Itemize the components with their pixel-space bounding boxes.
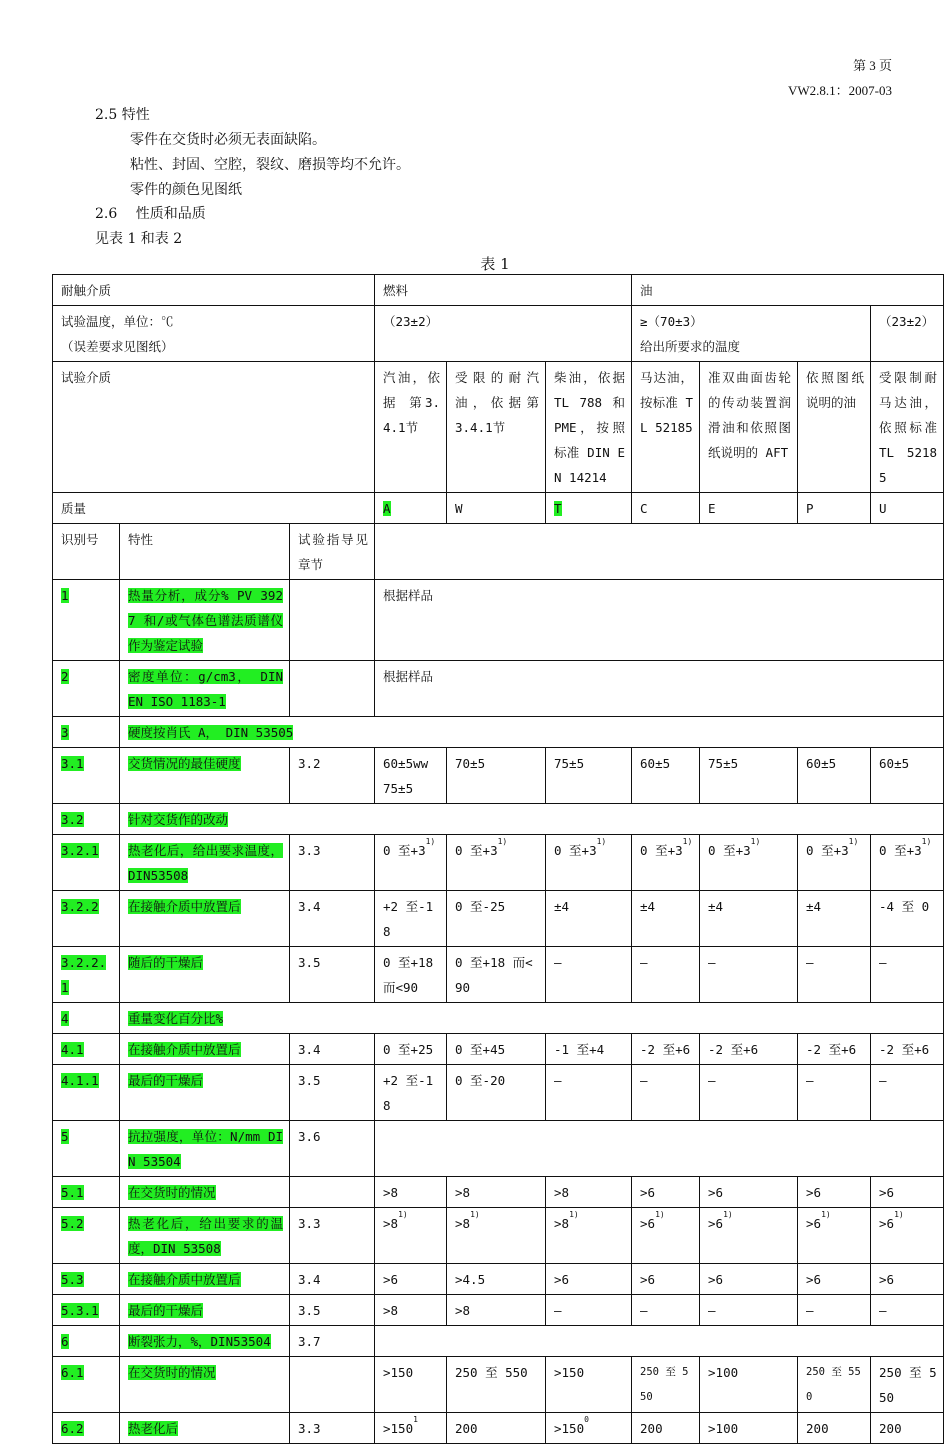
row-chapter: 3.6	[290, 1121, 375, 1177]
intro-line-1: 零件在交货时必须无表面缺陷。	[130, 132, 326, 148]
row-property: 热老化后	[120, 1413, 290, 1444]
table-row	[53, 717, 944, 748]
row-chapter	[290, 580, 375, 661]
quality-code: E	[708, 501, 716, 516]
row-id: 3.2.2.1	[53, 947, 120, 1003]
table-row	[53, 1357, 944, 1413]
row-property: 在交货时的情况	[120, 1357, 290, 1413]
section-title: 硬度按肖氏 A， DIN 53505	[120, 717, 944, 748]
row-id: 3.2	[53, 804, 120, 835]
value-cell: +2 至-18	[375, 891, 447, 947]
value-cell: >150	[375, 1357, 447, 1413]
row-id: 4.1	[53, 1034, 120, 1065]
value-cell: ±4	[632, 891, 700, 947]
row-chapter: 3.2	[290, 748, 375, 804]
value-cell: –	[798, 1065, 871, 1121]
value-cell: >8	[546, 1177, 632, 1208]
table-row	[53, 275, 944, 306]
section-2-6-heading: 2.6 性质和品质	[95, 206, 206, 222]
value-cell: -2 至+6	[871, 1034, 944, 1065]
table-row	[53, 1034, 944, 1065]
value-cell: >6	[871, 1177, 944, 1208]
table-row	[53, 580, 944, 661]
value-cell: >4.5	[447, 1264, 546, 1295]
table-row	[53, 804, 944, 835]
value-cell: >8	[447, 1295, 546, 1326]
row-chapter: 3.7	[290, 1326, 375, 1357]
value-cell: -1 至+4	[546, 1034, 632, 1065]
value-cell: 75±5	[700, 748, 798, 804]
table-row	[53, 1326, 944, 1357]
table-row	[53, 748, 944, 804]
value-cell: ±4	[700, 891, 798, 947]
value-cell: 70±5	[447, 748, 546, 804]
table-row	[53, 493, 944, 524]
row-id: 5.2	[53, 1208, 120, 1264]
property-column-header: 特性	[120, 524, 290, 580]
value-cell: –	[798, 947, 871, 1003]
row-chapter: 3.3	[290, 835, 375, 891]
value-cell: >8	[447, 1177, 546, 1208]
table-row	[53, 1208, 944, 1264]
value-cell: -2 至+6	[700, 1034, 798, 1065]
value-cell: 0 至$+3^{1)}$	[447, 835, 546, 891]
value-cell: 0 至-25	[447, 891, 546, 947]
value-cell: +2 至-18	[375, 1065, 447, 1121]
quality-code-cell	[798, 493, 871, 524]
table-row	[53, 1177, 944, 1208]
value-cell: –	[546, 1065, 632, 1121]
value-cell: 0 至+25	[375, 1034, 447, 1065]
value-cell: –	[700, 1065, 798, 1121]
row-id: 6.2	[53, 1413, 120, 1444]
section-title: 针对交货作的改动	[120, 804, 944, 835]
fuel-temperature: （23±2）	[375, 306, 632, 362]
value-cell: 0 至$+3^{1)}$	[546, 835, 632, 891]
table-row	[53, 1295, 944, 1326]
row-span-value: 根据样品	[375, 661, 944, 717]
test-medium-cell: 受限的耐汽油，依据第 3.4.1节	[447, 362, 546, 493]
value-cell: >6	[700, 1177, 798, 1208]
row-property: 最后的干燥后	[120, 1295, 290, 1326]
test-medium-cell: 准双曲面齿轮的传动装置润滑油和依照图纸说明的 AFT	[700, 362, 798, 493]
row-property: 热老化后，给出要求的温度，DIN 53508	[120, 1208, 290, 1264]
row-chapter: 3.4	[290, 1264, 375, 1295]
value-cell: 0 至$+3^{1)}$	[798, 835, 871, 891]
value-cell: –	[798, 1295, 871, 1326]
test-medium-cell: 受限制耐马达油，依照标准 TL 52185	[871, 362, 944, 493]
value-cell: $>6^{1)}$	[700, 1208, 798, 1264]
row-property: 随后的干燥后	[120, 947, 290, 1003]
value-cell: 0 至+45	[447, 1034, 546, 1065]
row-id: 6.1	[53, 1357, 120, 1413]
value-cell: 60±5ww 75±5	[375, 748, 447, 804]
fuel-header: 燃料	[375, 275, 632, 306]
row-id: 5.3.1	[53, 1295, 120, 1326]
value-cell: –	[632, 947, 700, 1003]
value-cell: 60±5	[798, 748, 871, 804]
value-cell: >6	[871, 1264, 944, 1295]
value-cell: –	[700, 947, 798, 1003]
test-medium-cell: 汽油，依据 第3.4.1节	[375, 362, 447, 493]
row-id: 5.3	[53, 1264, 120, 1295]
value-cell: >150	[546, 1357, 632, 1413]
row-id: 5.1	[53, 1177, 120, 1208]
value-cell: ±4	[798, 891, 871, 947]
value-cell: 200	[447, 1413, 546, 1444]
value-cell: >8	[375, 1177, 447, 1208]
value-cell: >6	[632, 1264, 700, 1295]
page-number: 第 3 页	[852, 58, 892, 73]
value-cell: –	[546, 947, 632, 1003]
test-temperature-label: 试验温度，单位：℃ （误差要求见图纸）	[53, 306, 375, 362]
quality-code: A	[383, 501, 391, 516]
row-property: 抗拉强度，单位：N/mm DIN 53504	[120, 1121, 290, 1177]
quality-code-cell	[375, 493, 447, 524]
table-row	[53, 947, 944, 1003]
value-cell: $>8^{1)}$	[447, 1208, 546, 1264]
test-medium-label: 试验介质	[53, 362, 375, 493]
value-cell: 0 至+18 而<90	[447, 947, 546, 1003]
test-medium-cell: 马达油，按标准 TL 52185	[632, 362, 700, 493]
section-title: 重量变化百分比%	[120, 1003, 944, 1034]
document-code: VW2.8.1：2007-03	[788, 83, 892, 98]
row-chapter: 3.3	[290, 1413, 375, 1444]
row-property: 在接触介质中放置后	[120, 891, 290, 947]
value-cell: ±4	[546, 891, 632, 947]
table-row	[53, 1264, 944, 1295]
row-chapter	[290, 1177, 375, 1208]
quality-code-cell	[871, 493, 944, 524]
value-cell: 0 至$+3^{1)}$	[632, 835, 700, 891]
row-id: 4.1.1	[53, 1065, 120, 1121]
row-chapter: 3.4	[290, 891, 375, 947]
test-medium-cell: 柴油，依据 TL 788 和 PME，按照标准 DIN EN 14214	[546, 362, 632, 493]
value-cell: >6	[798, 1264, 871, 1295]
row-id: 2	[53, 661, 120, 717]
value-cell: >100	[700, 1413, 798, 1444]
value-cell: –	[632, 1065, 700, 1121]
value-cell: 0 至$+3^{1)}$	[700, 835, 798, 891]
quality-code-cell	[447, 493, 546, 524]
table-row	[53, 891, 944, 947]
value-cell: $>150^0$	[546, 1413, 632, 1444]
test-medium-cell: 依照图纸说明的油	[798, 362, 871, 493]
intro-line-3: 零件的颜色见图纸	[130, 182, 242, 198]
value-cell: -2 至+6	[798, 1034, 871, 1065]
resistance-medium-label: 耐触介质	[53, 275, 375, 306]
table-row	[53, 835, 944, 891]
value-cell: –	[871, 947, 944, 1003]
chapter-column-header: 试验指导见章节	[290, 524, 375, 580]
quality-code: C	[640, 501, 648, 516]
value-cell: >8	[375, 1295, 447, 1326]
table-row	[53, 524, 944, 580]
table-row	[53, 661, 944, 717]
value-cell: –	[871, 1065, 944, 1121]
row-property: 在接触介质中放置后	[120, 1034, 290, 1065]
row-id: 3.1	[53, 748, 120, 804]
value-cell: 200	[798, 1413, 871, 1444]
row-property: 密度单位：g/cm3， DIN EN ISO 1183-1	[120, 661, 290, 717]
blank-cell	[375, 1121, 944, 1177]
value-cell: 250 至 550	[871, 1357, 944, 1413]
oil-temperature: ≥（70±3） 给出所要求的温度	[632, 306, 871, 362]
quality-code: W	[455, 501, 463, 516]
value-cell: 250 至 550	[798, 1357, 871, 1413]
value-cell: -4 至 0	[871, 891, 944, 947]
quality-code-cell	[700, 493, 798, 524]
row-chapter	[290, 661, 375, 717]
value-cell: 0 至$+3^{1)}$	[375, 835, 447, 891]
value-cell: 60±5	[871, 748, 944, 804]
value-cell: $>150^1$	[375, 1413, 447, 1444]
properties-table	[52, 274, 944, 1444]
row-chapter: 3.5	[290, 1065, 375, 1121]
value-cell: 200	[871, 1413, 944, 1444]
oil-header: 油	[632, 275, 944, 306]
value-cell: $>8^{1)}$	[375, 1208, 447, 1264]
table-row	[53, 306, 944, 362]
value-cell: >6	[546, 1264, 632, 1295]
id-column-header: 识别号	[53, 524, 120, 580]
quality-code-cell	[632, 493, 700, 524]
quality-code: U	[879, 501, 887, 516]
value-cell: 75±5	[546, 748, 632, 804]
blank-cell	[375, 524, 944, 580]
value-cell: $>6^{1)}$	[798, 1208, 871, 1264]
value-cell: $>6^{1)}$	[632, 1208, 700, 1264]
intro-line-4: 见表 1 和表 2	[95, 231, 183, 247]
quality-code: P	[806, 501, 814, 516]
row-id: 3.2.2	[53, 891, 120, 947]
row-id: 6	[53, 1326, 120, 1357]
quality-label: 质量	[53, 493, 375, 524]
quality-code: T	[554, 501, 562, 516]
table-row	[53, 1121, 944, 1177]
table-row	[53, 362, 944, 493]
row-chapter: 3.3	[290, 1208, 375, 1264]
row-id: 4	[53, 1003, 120, 1034]
row-property: 在交货时的情况	[120, 1177, 290, 1208]
row-property: 交货情况的最佳硬度	[120, 748, 290, 804]
value-cell: 250 至 550	[632, 1357, 700, 1413]
row-id: 5	[53, 1121, 120, 1177]
value-cell: –	[700, 1295, 798, 1326]
section-2-5-heading: 2.5 特性	[95, 107, 150, 123]
row-chapter: 3.4	[290, 1034, 375, 1065]
blank-cell	[375, 1326, 944, 1357]
oil-temperature-2: （23±2）	[871, 306, 944, 362]
value-cell: 60±5	[632, 748, 700, 804]
value-cell: >6	[632, 1177, 700, 1208]
row-id: 3	[53, 717, 120, 748]
value-cell: –	[632, 1295, 700, 1326]
row-property: 热量分析，成分% PV 3927 和/或气体色谱法质谱仪作为鉴定试验	[120, 580, 290, 661]
row-property: 热老化后，给出要求温度，DIN53508	[120, 835, 290, 891]
table-row	[53, 1065, 944, 1121]
value-cell: >6	[375, 1264, 447, 1295]
value-cell: >100	[700, 1357, 798, 1413]
value-cell: 200	[632, 1413, 700, 1444]
row-chapter: 3.5	[290, 947, 375, 1003]
value-cell: >6	[700, 1264, 798, 1295]
table-row	[53, 1413, 944, 1444]
row-property: 最后的干燥后	[120, 1065, 290, 1121]
value-cell: 250 至 550	[447, 1357, 546, 1413]
intro-line-2: 粘性、封固、空腔，裂纹、磨损等均不允许。	[130, 157, 410, 173]
row-id: 1	[53, 580, 120, 661]
value-cell: >6	[798, 1177, 871, 1208]
value-cell: -2 至+6	[632, 1034, 700, 1065]
row-property: 断裂张力，%，DIN53504	[120, 1326, 290, 1357]
row-chapter: 3.5	[290, 1295, 375, 1326]
value-cell: –	[871, 1295, 944, 1326]
value-cell: $>6^{1)}$	[871, 1208, 944, 1264]
value-cell: 0 至+18 而<90	[375, 947, 447, 1003]
table-row	[53, 1003, 944, 1034]
value-cell: 0 至-20	[447, 1065, 546, 1121]
row-property: 在接触介质中放置后	[120, 1264, 290, 1295]
row-chapter	[290, 1357, 375, 1413]
quality-code-cell	[546, 493, 632, 524]
table-caption: 表 1	[480, 255, 510, 273]
row-span-value: 根据样品	[375, 580, 944, 661]
row-id: 3.2.1	[53, 835, 120, 891]
value-cell: –	[546, 1295, 632, 1326]
value-cell: 0 至$+3^{1)}$	[871, 835, 944, 891]
value-cell: $>8^{1)}$	[546, 1208, 632, 1264]
